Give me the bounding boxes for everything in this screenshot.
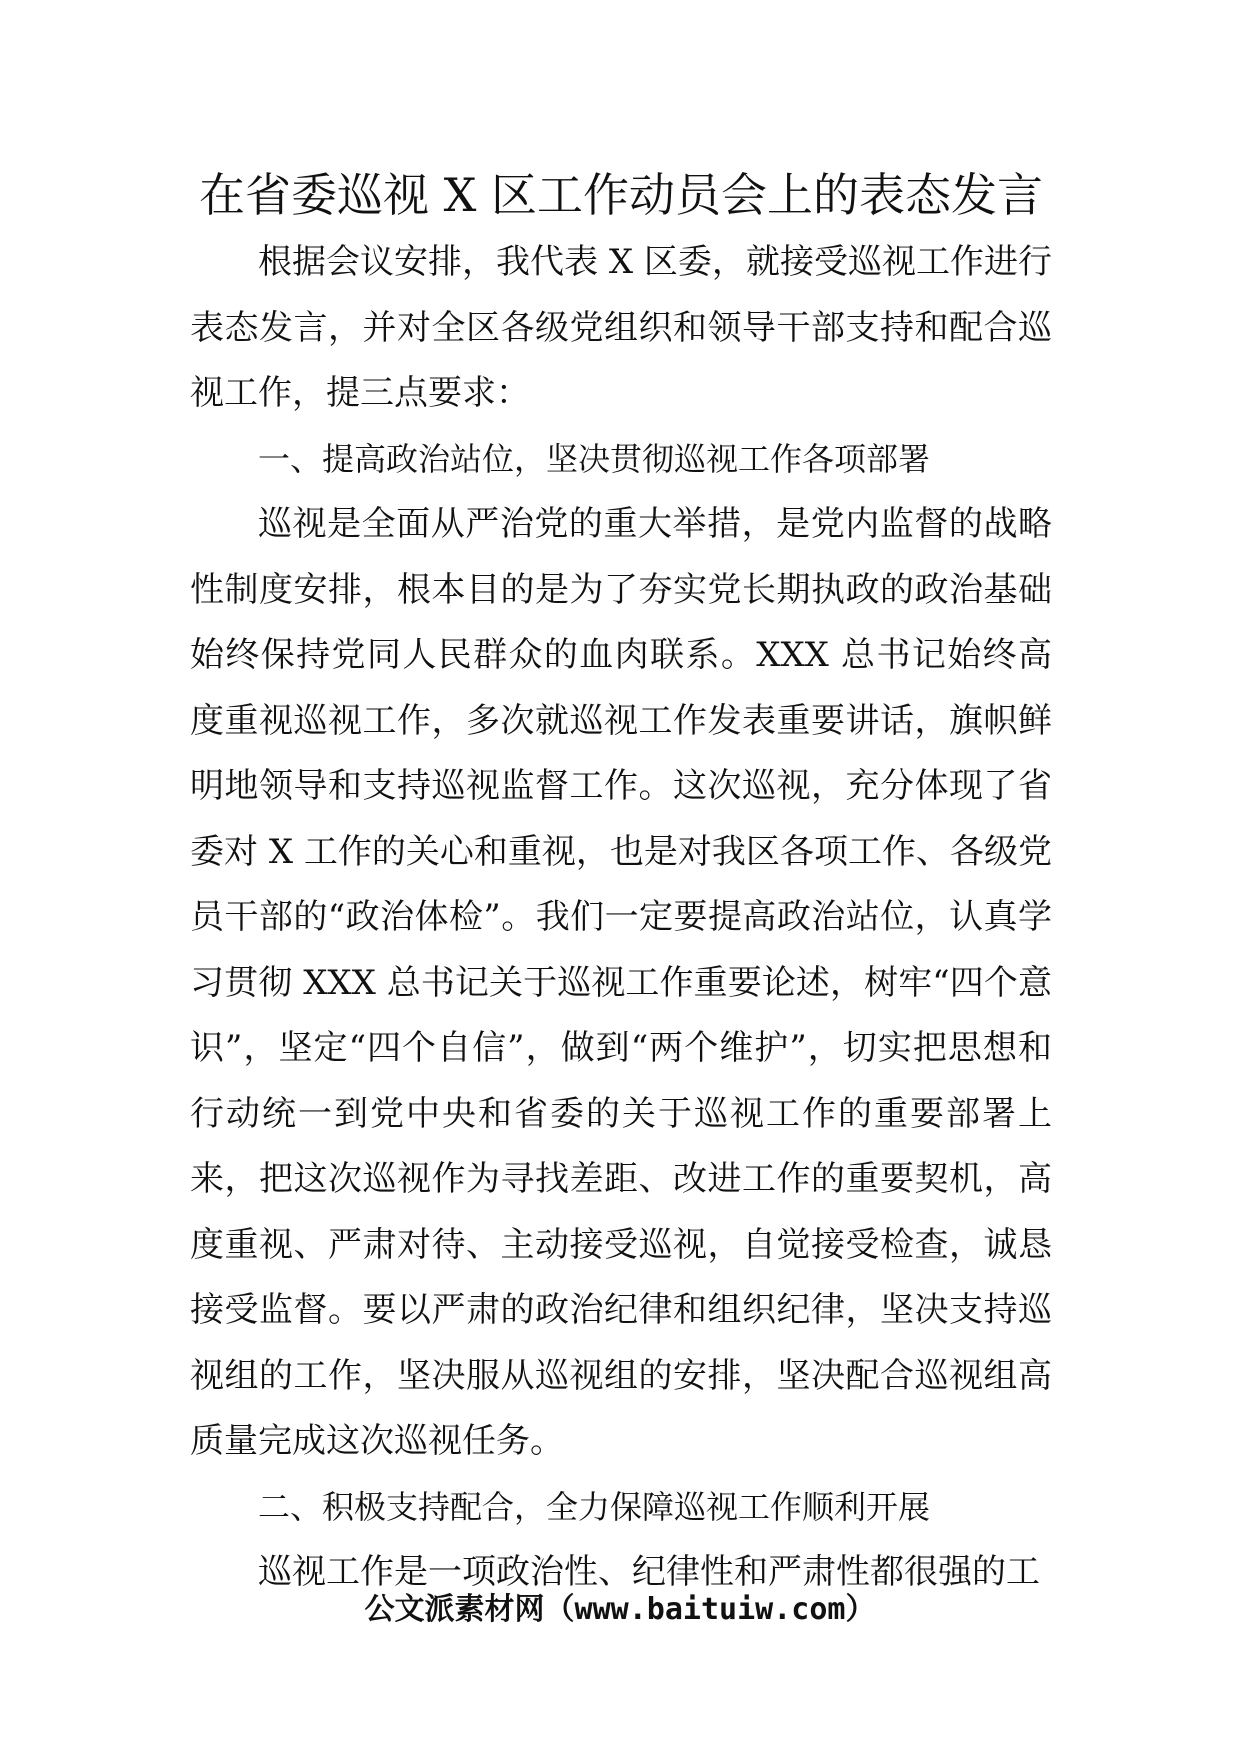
document-page xyxy=(190,160,1052,1606)
section-2-heading: 二、积极支持配合，全力保障巡视工作顺利开展 xyxy=(258,1487,931,1526)
section-1-body: 巡视是全面从严治党的重大举措，是党内监督的战略性制度安排，根本目的是为了夯实党长期执政的政治基础始终保持党同人民群众的血肉联系。XXX 总书记始终高度重视巡视工作，多次就巡视工作发表重要讲话，旗帜鲜明地领导和支持巡视监督工作。这次巡视，充分体现了省委对 X 工作的关心和重视，也是对我区各项工作、各级党员干部的“政治体检”。我们一定要提高政治站位，认真学习贯彻 XXX 总书记关于巡视工作重要论述，树牢“四个意识”，坚定“四个自信”，做到“两个维护”，切实把思想和行动统一到党中央和省委的关于巡视工作的重要部署上来，把这次巡视作为寻找差距、改进工作的重要契机，高度重视、严肃对待、主动接受巡视，自觉接受检查，诚恳接受监督。要以严肃的政治纪律和组织纪律，坚决支持巡视组的工作，坚决服从巡视组的安排，坚决配合巡视组高质量完成这次巡视任务。 xyxy=(190,504,1052,1461)
section-2-body: 巡视工作是一项政治性、纪律性和严肃性都很强的工 xyxy=(258,1552,1040,1592)
section-1-heading: 一、提高政治站位，坚决贯彻巡视工作各项部署 xyxy=(258,439,931,478)
footer-watermark: 公文派素材网（www.baituiw.com） xyxy=(364,1592,876,1627)
document-title: 在省委巡视 X 区工作动员会上的表态发言 xyxy=(199,168,1043,222)
intro-paragraph: 根据会议安排，我代表 X 区委，就接受巡视工作进行表态发言，并对全区各级党组织和领导干部支持和配合巡视工作，提三点要求： xyxy=(190,242,1052,413)
